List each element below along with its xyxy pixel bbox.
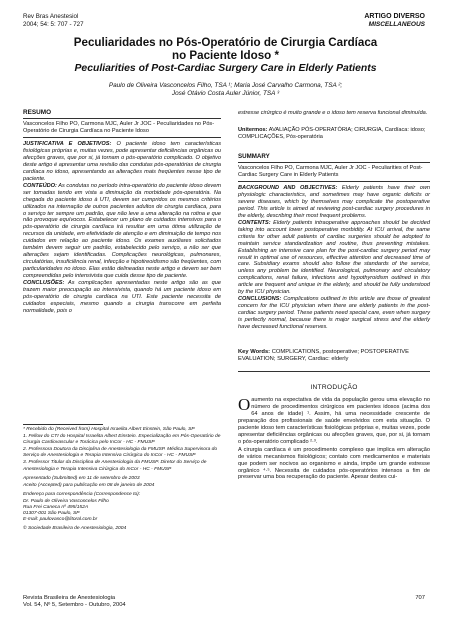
footnote-copyright: © Sociedade Brasileira de Anestesiologia, 2004 — [23, 526, 127, 532]
footnote-divider — [23, 424, 103, 425]
footnote-address1: Dr. Paulo de Oliveira Vasconcelos Filho — [23, 498, 109, 504]
contents-text: Elderly patients intraoperative approaches should be decided taking into account lower postoperative morbidity. At ICU arrival, the same criteria for other adult patients of cardiac surgeries should be adopted to maintain service standardization and routine, thus preventing mistakes. Establishing an intensive care plan for the post-cardiac surgery period may result in optimal use of resources, effective attention and decreased time of care. Subsidiary exams should also follow the standards of the service, unless any problem be identified. Neurological, pulmonary and circulatory complications, renal failure, infections and hypothyroidism outlined in this article are frequent and unique in the elderly, and should be fully understood by the ICU physician. — [238, 219, 430, 296]
intro-paragraph-2: A cirurgia cardíaca é um procedimento complexo que implica em alteração de vários mecanismos fisiológicos; contato com medicamentos e materiais que podem ser nocivos ao organismo e ainda, impõe um grande estresse orgânico ⁴·⁵. Necessita de cuidados pós-operatórios intensos a fim de preservar uma boa recuperação do paciente. Apesar destes cui- — [238, 446, 430, 481]
keywords-text: COMPLICATIONS, postoperative; POSTOPERATIVE EVALUATION; SURGERY, Cardiac: elderly — [238, 349, 409, 362]
footnotes — [23, 427, 221, 533]
authors — [20, 82, 431, 98]
footer-journal: Revista Brasileira de Anestesiologia — [23, 595, 116, 601]
footnote-2: 2. Professora Doutora da Disciplina de Anestesiologia da FMUSP. Médica Supervisora do Serviço de Anestesiologia e Terapia Intensiva Cirúrgica do InCor - HC - FMUSP — [23, 447, 218, 459]
section-en: MISCELLANEOUS — [368, 21, 425, 28]
conclusoes-text: As complicações apresentadas neste artigo são as que trazem maior preocupação ao intensivista, quando há um paciente idoso em pós-operatório de cirurgia cardíaca na UTI. Este paciente necessita de cuidados especiais, mesmo quando a cirurgia transcorre em perfeita normalidade, pois o — [23, 280, 221, 314]
section-header — [364, 13, 425, 29]
page-number: 707 — [415, 595, 425, 601]
background-text: Elderly patients have their own physiologic characteristics, and sometimes may have organic deficits or severe diseases, which by themselves may complicate the postoperative period. This article is aimed at reviewing post-cardiac surgery procedures in the elderly, describing their most frequent problems. — [238, 185, 430, 219]
conclusions-text: Complications outlined in this article are those of greatest concern for the ICU physician when there are elderly patients in the post-cardiac surgery period. These patients need special care, even when surgery is perfectly normal, because there is major surgical stress and the elderly have decreased functional reserves. — [238, 296, 430, 331]
divider — [238, 162, 430, 163]
resumo-heading: RESUMO — [23, 109, 52, 116]
journal-name: Rev Bras Anestesiol — [23, 13, 79, 20]
divider — [23, 137, 221, 138]
summary-body — [238, 185, 430, 331]
footnote-3: 3. Professor Titular da Disciplina de Anestesiologia da FMUSP. Diretor do Serviço de Anestesiologia e Terapia Intensiva Cirúrgica do InCor - HC - FMUSP — [23, 460, 207, 472]
resumo-body — [23, 141, 221, 315]
divider — [23, 118, 221, 119]
footnote-received: * Recebido do (Received from) Hospital Israelita Albert Einstein, São Paulo, SP — [23, 427, 195, 432]
divider — [238, 371, 430, 372]
intro-body — [238, 397, 430, 481]
footnote-address3: 01307-001 São Paulo, SP — [23, 511, 80, 517]
page-footer — [23, 595, 126, 609]
divider — [238, 181, 430, 182]
drop-cap: O — [238, 395, 251, 414]
resumo-continuation: estresse cirúrgico é muito grande e o idoso tem reserva funcional diminuída. — [238, 110, 428, 116]
contents-label: CONTENTS: — [238, 219, 271, 226]
unitermos — [238, 127, 430, 141]
conclusoes-label: CONCLUSÕES: — [23, 280, 65, 287]
footnote-address-label: Endereço para correspondência (Correspondence to): — [23, 491, 141, 497]
resumo-citation: Vasconcelos Filho PO, Carmona MJC, Auler Jr JOC - Peculiaridades no Pós-Operatório de Cirurgia Cardíaca no Paciente Idoso — [23, 121, 215, 134]
intro-heading: INTRODUÇÃO — [310, 384, 358, 391]
keywords-label: Key Words: — [238, 349, 271, 355]
unitermos-label: Unitermos: — [238, 127, 268, 133]
footnote-address2: Rua Frei Caneca nº 495/152A — [23, 505, 89, 511]
title-pt-line2: no Paciente Idoso * — [172, 49, 279, 62]
authors-line1: Paulo de Oliveira Vasconcelos Filho, TSA ¹; Maria José Carvalho Carmona, TSA ²; — [108, 82, 343, 89]
intro-paragraph-1: aumento na expectativa de vida da população gerou uma elevação no número de procedimentos cirúrgicos em pacientes idosos (acima dos 64 anos de idade) ¹. Assim, há uma necessidade crescente de preparação dos profissionais de saúde envolvidos com esta situação. O paciente idoso tem características fisiológicas próprias e, muitas vezes, pode apresentar deficiências orgânicas ou afecções graves, que, por si, já tornam o pós-operatório complicado ²·³. — [238, 397, 430, 445]
keywords — [238, 349, 430, 363]
unitermos-text: AVALIAÇÃO PÓS-OPERATÓRIA; CIRURGIA, Cardíaca: idoso; COMPLICAÇÕES, Pós-operatória — [238, 127, 426, 140]
summary-citation: Vasconcelos Filho PO, Carmona MJC, Auler Jr JOC - Peculiarities of Post-Cardiac Surgery Care in Elderly Patients — [238, 165, 423, 178]
justificativa-text: O paciente idoso tem características fisiológicas próprias e, muitas vezes, pode apresentar deficiências orgânicas ou afecções graves, que por si, já tornam o pós-operatório complicado. O objetivo deste artigo é apresentar uma revisão das condutas pós-operatórias de cirurgia cardíaca no idoso, apresentando as alterações mais freqüentes nesse tipo de paciente. — [23, 141, 221, 182]
title-pt-line1: Peculiaridades no Pós-Operatório de Cirurgia Cardíaca — [73, 36, 378, 49]
conteudo-label: CONTEÚDO: — [23, 182, 57, 189]
footnote-submitted: Apresentado (Submitted) em 11 de setembro de 2003 — [23, 475, 140, 481]
title-portuguese — [20, 36, 431, 62]
footnote-accepted: Aceito (Accepted) para publicação em 08 de janeiro de 2004 — [23, 482, 155, 488]
footer-issue: Vol. 54, Nº 5, Setembro - Outubro, 2004 — [23, 602, 126, 608]
conclusions-label: CONCLUSIONS: — [238, 296, 282, 303]
justificativa-label: JUSTIFICATIVA E OBJETIVOS: — [23, 141, 112, 147]
section-pt: ARTIGO DIVERSO — [364, 13, 425, 20]
summary-heading: SUMMARY — [238, 153, 270, 160]
background-label: BACKGROUND AND OBJECTIVES: — [238, 185, 338, 191]
authors-line2: José Otávio Costa Auler Júnior, TSA ³ — [171, 90, 280, 97]
footnote-1: 1. Fellow do CTI do Hospital Israelita Albert Einstein. Especialização em Pós-Operatório de Cirurgia Cardiovascular e Torácica pelo InCor - HC - FMUSP — [23, 434, 221, 446]
journal-header — [23, 13, 84, 28]
volume-pages: 2004; 54: 5: 707 - 727 — [23, 20, 84, 28]
conteudo-text: As condutas no período intra-operatório do paciente idoso devem ser tomadas tendo em vista a diminuição da morbidade pós-operatória. Na chegada do paciente idoso à UTI, devem ser cumpridos os mesmos critérios utilizados na internação de outros pacientes adultos de cirurgia cardíaca, para o serviço ter sempre um padrão, que não leve a uma alteração na rotina e que não provoque equívocos. Estabelecer um plano de cuidados intensivos para o pós-operatório de cirurgia cardíaca irá resultar em uma ótima utilização de recursos da unidade, em efetividade de atenção e em diminuição de tempo nos cuidados em relação ao paciente idoso. Os exames auxiliares solicitados também devem seguir um padrão, estabelecido pelo serviço, a não ser que alterações sejam identificadas. Complicações neurológicas, pulmonares, circulatórias, insuficiência renal, infecção e hipotireoidismo são freqüentes, com particularidades no idoso. Elas estão delineadas neste artigo e devem ser bem compreendidas pelo intensivista que cuida desse tipo de paciente. — [23, 182, 221, 280]
title-english: Peculiarities of Post-Cardiac Surgery Care in Elderly Patients — [74, 63, 377, 74]
footnote-email: E-mail: paulovasco@litoral.com.br — [23, 517, 98, 523]
